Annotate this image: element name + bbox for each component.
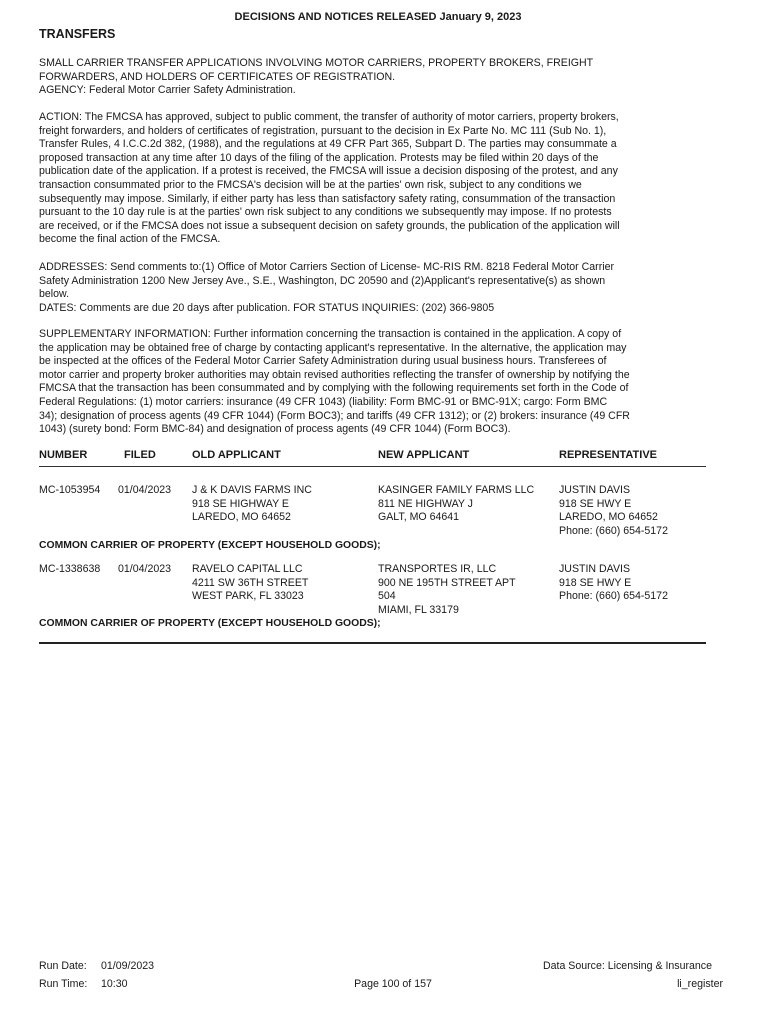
row-new-applicant: TRANSPORTES IR, LLC 900 NE 195TH STREET APT 504 MIAMI, FL 33179 <box>378 563 516 616</box>
column-header-new-applicant: NEW APPLICANT <box>378 449 470 461</box>
row-carrier-type: COMMON CARRIER OF PROPERTY (EXCEPT HOUSEHOLD GOODS); <box>39 618 381 629</box>
action-paragraph: ACTION: The FMCSA has approved, subject to public comment, the transfer of authority of motor carriers, property brokers, freight forwarders, and holders of certificates of registration, pursuant to the decision in Ex Parte No. MC 111 (Sub No. 1), Transfer Rules, 4 I.C.C.2d 382, (1988), and the regulations at 49 CFR Part 365, Subpart D. The parties may consummate a proposed transaction at any time after 10 days of the filing of the application. Protests may be filed within 20 days of the publication date of the application. If a protest is received, the FMCSA will issue a decision disposing of the protest, and any transaction consummated prior to the FMCSA's decision will be at the parties' own risk, subject to any conditions we subsequently may impose. Similarly, if either party has less than satisfactory safety rating, consummation of the transaction pursuant to the 10 day rule is at the parties' own risk subject to any conditions we subsequently may impose. If no protests are received, or if the FMCSA does not issue a subsequent decision on safety grounds, the publication of the application will become the final action of the FMCSA. <box>39 111 620 246</box>
supplementary-paragraph: SUPPLEMENTARY INFORMATION: Further information concerning the transaction is contained in the application. A copy of the application may be obtained free of charge by contacting applicant's representative. In the alternative, the application may be inspected at the offices of the Federal Motor Carrier Safety Administration during usual business hours. Transferees of motor carrier and property broker authorities may obtain revised authorities reflecting the transfer of ownership by notifying the FMCSA that the transaction has been consummated and by complying with the following requirements set forth in the Code of Federal Regulations: (1) motor carriers: insurance (49 CFR 1043) (liability: Form BMC-91 or BMC-91X; cargo: Form BMC 34); designation of process agents (49 CFR 1044) (Form BOC3); and tariffs (49 CFR 1312); or (2) brokers: insurance (49 CFR 1043) (surety bond: Form BMC-84) and designation of process agents (49 CFR 1044) (Form BOC3). <box>39 328 630 436</box>
column-header-representative: REPRESENTATIVE <box>559 449 657 461</box>
table-bottom-rule <box>39 642 706 644</box>
document-title: DECISIONS AND NOTICES RELEASED January 9, 2023 <box>234 11 522 23</box>
footer-run-date <box>39 960 154 974</box>
column-header-number: NUMBER <box>39 449 88 461</box>
addresses-paragraph: ADDRESSES: Send comments to:(1) Office of Motor Carriers Section of License- MC-RIS RM. 8218 Federal Motor Carrier Safety Administration 1200 New Jersey Ave., S.E., Washington, DC 20590 and (2)Applicant's representative(s) as shown below. DATES: Comments are due 20 days after publication. FOR STATUS INQUIRIES: (202) 366-9805 <box>39 261 615 314</box>
page-number: Page 100 of 157 <box>354 978 432 990</box>
register-name: li_register <box>677 978 723 990</box>
row-filed-date: 01/04/2023 <box>118 484 172 496</box>
row-old-applicant: J & K DAVIS FARMS INC 918 SE HIGHWAY E LAREDO, MO 64652 <box>192 484 312 524</box>
run-time-label: Run Time: <box>39 978 88 990</box>
row-number: MC-1338638 <box>39 563 101 575</box>
row-number: MC-1053954 <box>39 484 101 496</box>
row-representative: JUSTIN DAVIS 918 SE HWY E LAREDO, MO 64652 Phone: (660) 654-5172 <box>559 484 668 537</box>
row-carrier-type: COMMON CARRIER OF PROPERTY (EXCEPT HOUSEHOLD GOODS); <box>39 540 381 551</box>
row-filed-date: 01/04/2023 <box>118 563 172 575</box>
table-header-rule <box>39 466 706 467</box>
column-header-old-applicant: OLD APPLICANT <box>192 449 281 461</box>
section-title: TRANSFERS <box>39 27 116 41</box>
subject-paragraph: SMALL CARRIER TRANSFER APPLICATIONS INVOLVING MOTOR CARRIERS, PROPERTY BROKERS, FREIGHT FORWARDERS, AND HOLDERS OF CERTIFICATES OF REGISTRATION. AGENCY: Federal Motor Carrier Safety Administration. <box>39 57 594 97</box>
column-header-filed: FILED <box>124 449 156 461</box>
row-new-applicant: KASINGER FAMILY FARMS LLC 811 NE HIGHWAY J GALT, MO 64641 <box>378 484 535 524</box>
row-old-applicant: RAVELO CAPITAL LLC 4211 SW 36TH STREET WEST PARK, FL 33023 <box>192 563 309 603</box>
run-date-label: Run Date: <box>39 960 87 972</box>
run-time-value: 10:30 <box>101 978 128 990</box>
run-date-value: 01/09/2023 <box>101 960 155 972</box>
row-representative: JUSTIN DAVIS 918 SE HWY E Phone: (660) 654-5172 <box>559 563 668 603</box>
data-source: Data Source: Licensing & Insurance <box>542 960 712 972</box>
